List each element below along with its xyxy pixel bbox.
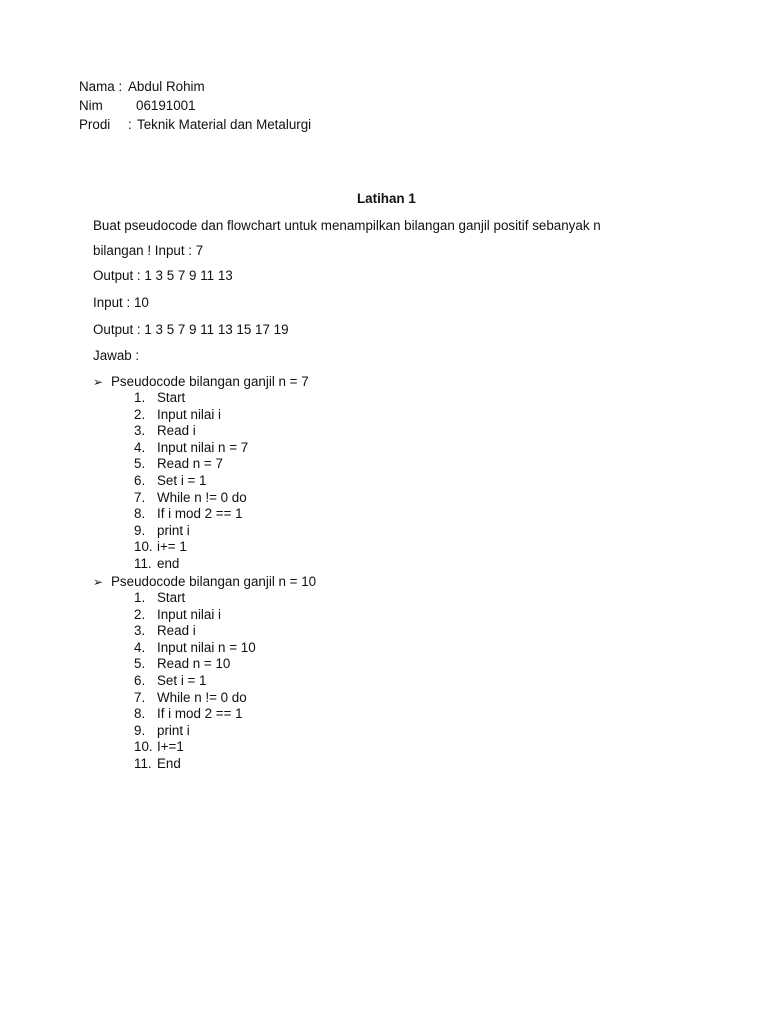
section-heading [93, 574, 316, 589]
step-number: 5. [134, 456, 146, 472]
step-text: Input nilai n = 7 [157, 439, 249, 455]
step-number: 10. [134, 539, 153, 555]
step-number: 5. [134, 656, 146, 672]
prodi-value: Teknik Material dan Metalurgi [137, 117, 312, 132]
step-number: 1. [134, 590, 146, 605]
arrow-bullet-icon: ➢ [93, 375, 104, 389]
step-number: 11. [134, 556, 152, 571]
question-line-1: Buat pseudocode dan flowchart untuk menampilkan bilangan ganjil positif sebanyak n [93, 218, 601, 233]
step-number: 4. [134, 439, 146, 455]
step-text: Read n = 10 [157, 656, 231, 672]
section-heading [93, 374, 309, 389]
step-text: I+=1 [157, 739, 184, 755]
section-heading-text: Pseudocode bilangan ganjil n = 7 [111, 374, 309, 389]
step-number: 2. [134, 406, 146, 422]
step-text: End [157, 756, 181, 771]
prodi-label: Prodi [79, 117, 111, 132]
step-number: 6. [134, 473, 146, 488]
nim-value: 06191001 [136, 98, 196, 113]
step-text: Read i [157, 423, 196, 439]
step-number: 8. [134, 506, 146, 522]
page-title: Latihan 1 [357, 191, 416, 206]
step-text: Input nilai i [157, 606, 222, 622]
step-text: Input nilai n = 10 [157, 639, 256, 655]
output-example-2: Output : 1 3 5 7 9 11 13 15 17 19 [93, 322, 289, 337]
step-text: Set i = 1 [157, 673, 207, 688]
step-number: 7. [134, 689, 146, 705]
step-number: 8. [134, 706, 146, 722]
step-text: Read i [157, 623, 196, 639]
step-number: 9. [134, 522, 146, 538]
prodi-separator: : [128, 117, 132, 132]
step-number: 3. [134, 623, 146, 639]
step-number: 2. [134, 606, 146, 622]
step-text: Set i = 1 [157, 473, 207, 488]
jawab-label: Jawab : [93, 348, 140, 363]
section-heading-text: Pseudocode bilangan ganjil n = 10 [111, 574, 317, 589]
step-text: While n != 0 do [157, 689, 247, 705]
nim-label: Nim [79, 98, 103, 113]
step-text: If i mod 2 == 1 [157, 706, 243, 722]
step-text: While n != 0 do [157, 489, 247, 505]
step-text: Start [157, 590, 186, 605]
step-number: 3. [134, 423, 146, 439]
step-text: If i mod 2 == 1 [157, 506, 243, 522]
step-text: Input nilai i [157, 406, 222, 422]
step-number: 11. [134, 756, 152, 771]
arrow-bullet-icon: ➢ [93, 575, 104, 589]
step-number: 4. [134, 639, 146, 655]
step-text: print i [157, 722, 190, 738]
input-example-2: Input : 10 [93, 295, 149, 310]
step-number: 6. [134, 673, 146, 688]
step-number: 10. [134, 739, 153, 755]
nama-label: Nama : [79, 79, 123, 94]
step-text: print i [157, 522, 190, 538]
step-text: end [157, 556, 180, 571]
nama-value: Abdul Rohim [128, 79, 205, 94]
step-text: Read n = 7 [157, 456, 223, 472]
step-number: 9. [134, 722, 146, 738]
step-number: 7. [134, 489, 146, 505]
step-number: 1. [134, 390, 146, 405]
step-text: Start [157, 390, 186, 405]
question-line-2: bilangan ! Input : 7 [93, 243, 204, 258]
step-text: i+= 1 [157, 539, 187, 555]
output-example-1: Output : 1 3 5 7 9 11 13 [93, 268, 233, 283]
